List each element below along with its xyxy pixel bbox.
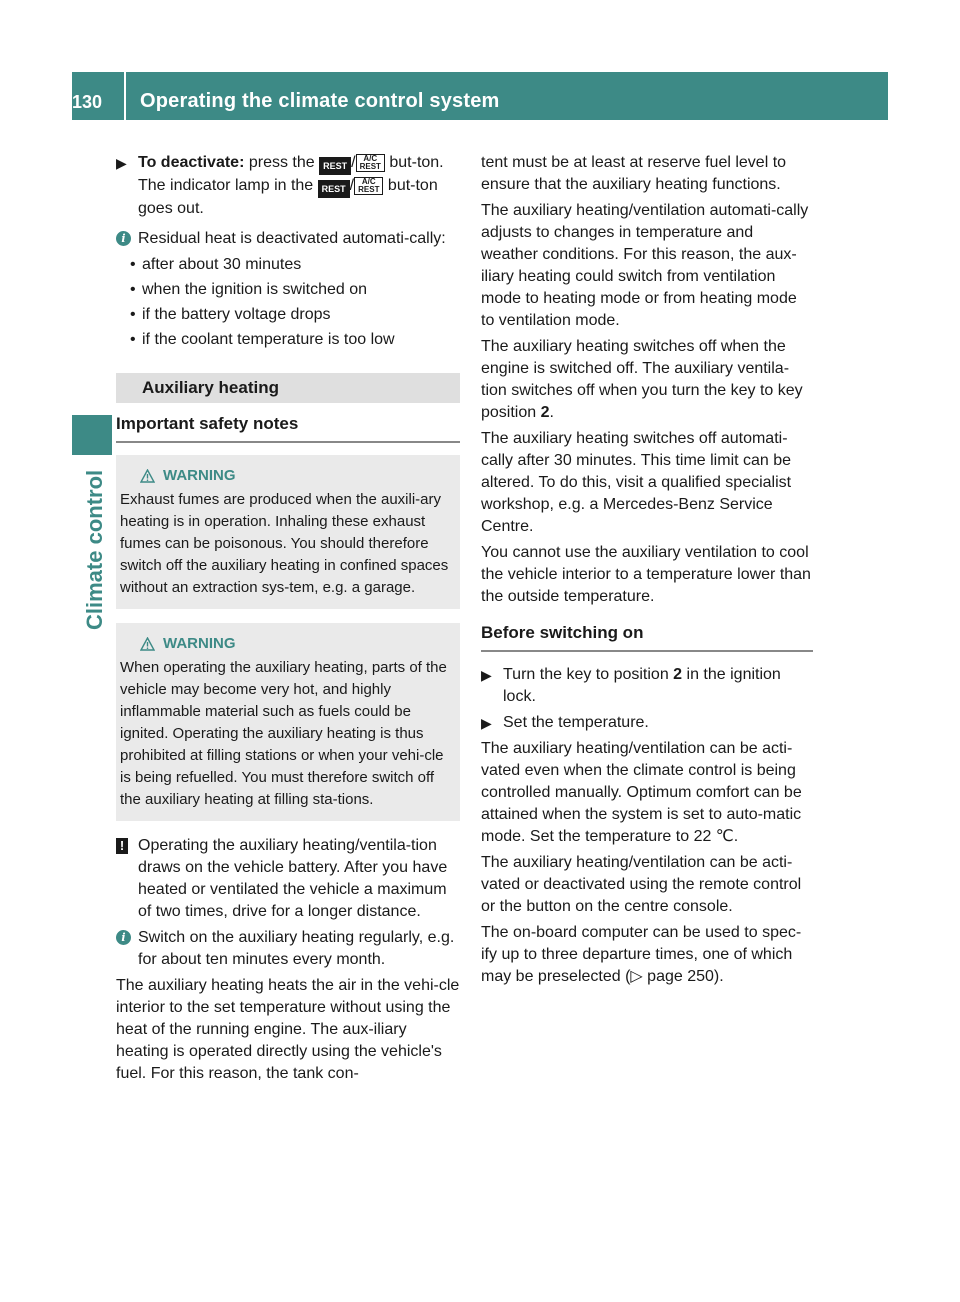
paragraph-text: . xyxy=(549,404,554,421)
paragraph: The auxiliary heating/ventilation can be acti-vated or deactivated using the remote control or the button on the centre console. xyxy=(481,854,802,915)
paragraph xyxy=(481,336,813,424)
slash: / xyxy=(351,154,356,171)
page-number: 130 xyxy=(72,92,103,112)
deactivate-text-3: The indicator lamp in the xyxy=(138,177,318,194)
notice-text: Operating the auxiliary heating/ventila-tion draws on the vehicle battery. After you have heated or ventilated the vehicle a maximum of two times, drive for a longer distance. xyxy=(138,837,448,920)
left-column xyxy=(116,152,460,1089)
rest-button-icon: REST xyxy=(318,180,350,198)
side-tab-label: Climate control xyxy=(82,469,107,630)
warning-label: WARNING xyxy=(163,467,236,484)
list-item: • when the ignition is switched on xyxy=(130,279,460,301)
info-icon: i xyxy=(116,231,131,246)
regular-use-tip xyxy=(116,927,460,971)
ac-button-label: A/C xyxy=(361,177,376,186)
list-item: • after about 30 minutes xyxy=(130,254,460,276)
warning-box-hot-parts xyxy=(116,623,460,821)
ac-button-icon xyxy=(354,177,383,195)
section-title: Auxiliary heating xyxy=(116,373,460,403)
step-arrow-icon: ▶ xyxy=(116,155,127,171)
key-position: 2 xyxy=(540,404,550,421)
safety-notes-heading: Important safety notes xyxy=(116,413,460,443)
list-item: • if the coolant temperature is too low xyxy=(130,329,460,351)
residual-heat-note xyxy=(116,228,460,250)
warning-header xyxy=(120,465,454,487)
deactivate-label: To deactivate: xyxy=(138,154,245,171)
step-text: Turn the key to position xyxy=(503,666,674,683)
slash: / xyxy=(349,177,355,194)
list-item: • if the battery voltage drops xyxy=(130,304,460,326)
page-reference-link[interactable]: page 250). xyxy=(642,968,724,985)
ac-button-sublabel: REST xyxy=(359,162,381,171)
paragraph-text: The on-board computer can be used to spec-ify up to three departure times, one of which may be preselected ( xyxy=(481,924,802,985)
warning-triangle-icon xyxy=(140,637,155,651)
auxiliary-heating-paragraph: The auxiliary heating heats the air in the vehi-cle interior to the set temperature without using the heat of the running engine. The aux-iliary heating is operated directly using the vehicle's fuel. For this reason, the tank con- xyxy=(116,977,460,1082)
residual-conditions-list xyxy=(116,254,460,351)
before-switching-heading: Before switching on xyxy=(481,622,813,652)
right-column xyxy=(481,152,813,992)
residual-note-text: Residual heat is deactivated automati-cally: xyxy=(138,230,446,247)
ac-button-label: A/C xyxy=(363,154,378,163)
paragraph: You cannot use the auxiliary ventilation to cool the vehicle interior to a temperature lower than the outside temperature. xyxy=(481,544,811,605)
battery-notice xyxy=(116,835,460,923)
tip-text: Switch on the auxiliary heating regularly, e.g. for about ten minutes every month. xyxy=(138,929,455,968)
paragraph: The auxiliary heating/ventilation can be acti-vated even when the climate control is being controlled manually. Optimum comfort can be attained when the system is set to auto-matic mode. Set the temperature to 22 ℃. xyxy=(481,740,802,845)
info-icon: i xyxy=(116,930,131,945)
warning-text: When operating the auxiliary heating, parts of the vehicle may become very hot, and highly inflammable material such as fuels could be ignited. Operating the auxiliary heating is thus prohibited at filling stations or when your vehi-cle is being refuelled. You must therefore switch off the auxiliary heating at filling sta-tions. xyxy=(120,659,447,808)
deactivate-step xyxy=(116,152,460,220)
warning-label: WARNING xyxy=(163,635,236,652)
deactivate-text-1: press the xyxy=(244,154,320,171)
rest-button-icon: REST xyxy=(319,157,351,175)
step-text: Set the temperature. xyxy=(503,714,649,731)
header-divider xyxy=(124,72,126,120)
paragraph xyxy=(481,922,813,988)
warning-text: Exhaust fumes are produced when the auxili-ary heating is in operation. Inhaling these exhaust fumes can be poisonous. You should therefore switch off the auxiliary heating in confined spaces without an extraction sys-tem, e.g. a garage. xyxy=(120,491,449,596)
key-position: 2 xyxy=(673,666,683,683)
step-text: in the ignition lock. xyxy=(503,666,781,705)
ac-button-icon xyxy=(356,154,385,172)
step-set-temperature xyxy=(481,712,813,734)
page-title: Operating the climate control system xyxy=(140,90,500,112)
warning-header xyxy=(120,633,454,655)
paragraph: tent must be at least at reserve fuel level to ensure that the auxiliary heating functions. xyxy=(481,154,787,193)
deactivate-text-2: but-ton. xyxy=(384,154,444,171)
warning-triangle-icon xyxy=(140,469,155,483)
paragraph: The auxiliary heating switches off automati-cally after 30 minutes. This time limit can be altered. To do this, visit a qualified specialist workshop, e.g. a Mercedes-Benz Service Centre. xyxy=(481,430,792,535)
deactivate-text-4: but-ton goes out. xyxy=(138,177,438,217)
step-arrow-icon: ▶ xyxy=(481,667,492,683)
page-reference-arrow-icon: ▷ xyxy=(630,968,643,985)
warning-box-exhaust xyxy=(116,455,460,609)
step-arrow-icon: ▶ xyxy=(481,715,492,731)
paragraph: The auxiliary heating/ventilation automati-cally adjusts to changes in temperature and weather conditions. For this reason, the aux-iliary heating could switch from ventilation mode to heating mode or from heating mode to ventilation mode. xyxy=(481,202,809,329)
step-turn-key xyxy=(481,664,813,708)
paragraph-text: The auxiliary heating switches off when the engine is switched off. The auxiliary ventila-tion switches off when you turn the key to key position xyxy=(481,338,803,421)
ac-button-sublabel: REST xyxy=(358,185,380,194)
exclamation-icon: ! xyxy=(116,838,128,854)
